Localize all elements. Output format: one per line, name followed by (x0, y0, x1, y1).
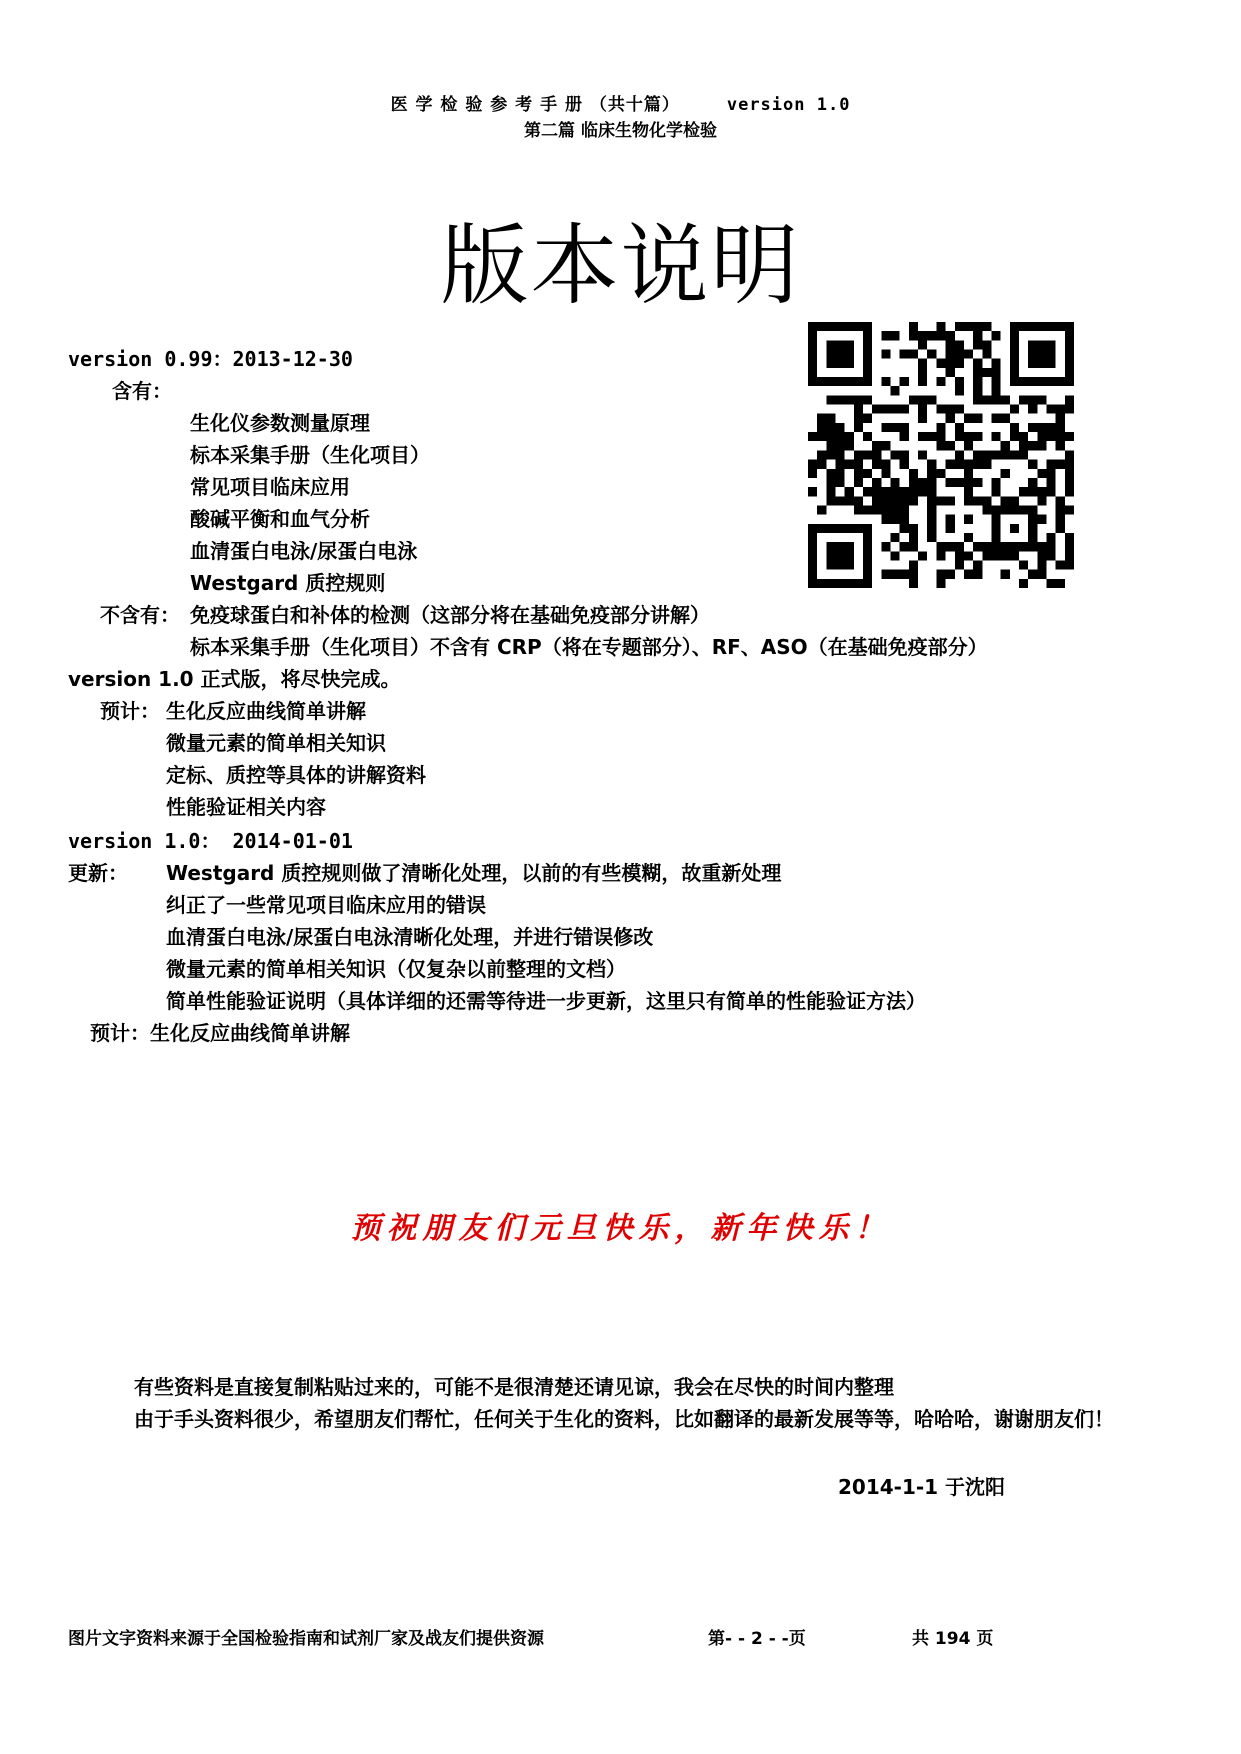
update-item: 简单性能验证说明（具体详细的还需等待进一步更新，这里只有简单的性能验证方法） (166, 989, 926, 1013)
header-subtitle: 第二篇 临床生物化学检验 (524, 121, 717, 141)
closing-paragraph-2: 由于手头资料很少，希望朋友们帮忙，任何关于生化的资料，比如翻译的最新发展等等，哈哈哈，谢谢朋友们！ (134, 1407, 1114, 1431)
update-item: 血清蛋白电泳/尿蛋白电泳清晰化处理，并进行错误修改 (166, 925, 654, 949)
version-10-plan-heading: version 1.0 正式版，将尽快完成。 (68, 667, 401, 691)
update-item: 微量元素的简单相关知识（仅复杂以前整理的文档） (166, 957, 626, 981)
plan-item: 生化反应曲线简单讲解 (166, 699, 366, 723)
version-10-heading: version 1.0： 2014-01-01 (68, 829, 353, 853)
page-title: 版本说明 (440, 214, 801, 317)
contains-label: 含有： (112, 379, 172, 403)
not-contains-item: 标本采集手册（生化项目）不含有 CRP（将在专题部分）、RF、ASO（在基础免疫部分） (190, 635, 988, 659)
plan-label: 预计： (100, 699, 160, 723)
signature: 2014-1-1 于沈阳 (838, 1475, 1006, 1499)
contains-item: Westgard 质控规则 (190, 571, 386, 595)
plan-item: 定标、质控等具体的讲解资料 (166, 763, 426, 787)
version-099-heading: version 0.99：2013-12-30 (68, 347, 353, 371)
new-year-greeting: 预祝朋友们元旦快乐，新年快乐！ (350, 1211, 891, 1246)
plan-item: 性能验证相关内容 (166, 795, 326, 819)
qr-code-icon (808, 322, 1074, 588)
contains-item: 标本采集手册（生化项目） (190, 443, 430, 467)
footer-page-number: 第- - 2 - -页 (708, 1629, 806, 1649)
contains-item: 常见项目临床应用 (190, 475, 350, 499)
update-label: 更新： (68, 861, 128, 885)
contains-item: 血清蛋白电泳/尿蛋白电泳 (190, 539, 418, 563)
contains-item: 酸碱平衡和血气分析 (190, 507, 370, 531)
plan-item: 微量元素的简单相关知识 (166, 731, 386, 755)
update-item: 纠正了一些常见项目临床应用的错误 (166, 893, 486, 917)
contains-item: 生化仪参数测量原理 (190, 411, 370, 435)
header-title (0, 90, 1241, 115)
not-contains-label: 不含有： (100, 603, 180, 627)
footer-total-pages: 共 194 页 (912, 1629, 994, 1649)
final-plan: 预计：生化反应曲线简单讲解 (90, 1021, 350, 1045)
update-item: Westgard 质控规则做了清晰化处理，以前的有些模糊，故重新处理 (166, 861, 782, 885)
header-series-title: 医 学 检 验 参 考 手 册 （共十篇） (390, 95, 680, 115)
not-contains-item: 免疫球蛋白和补体的检测（这部分将在基础免疫部分讲解） (190, 603, 710, 627)
footer-source: 图片文字资料来源于全国检验指南和试剂厂家及战友们提供资源 (68, 1629, 544, 1649)
header-version: version 1.0 (726, 95, 851, 115)
closing-paragraph-1: 有些资料是直接复制粘贴过来的，可能不是很清楚还请见谅，我会在尽快的时间内整理 (134, 1375, 894, 1399)
